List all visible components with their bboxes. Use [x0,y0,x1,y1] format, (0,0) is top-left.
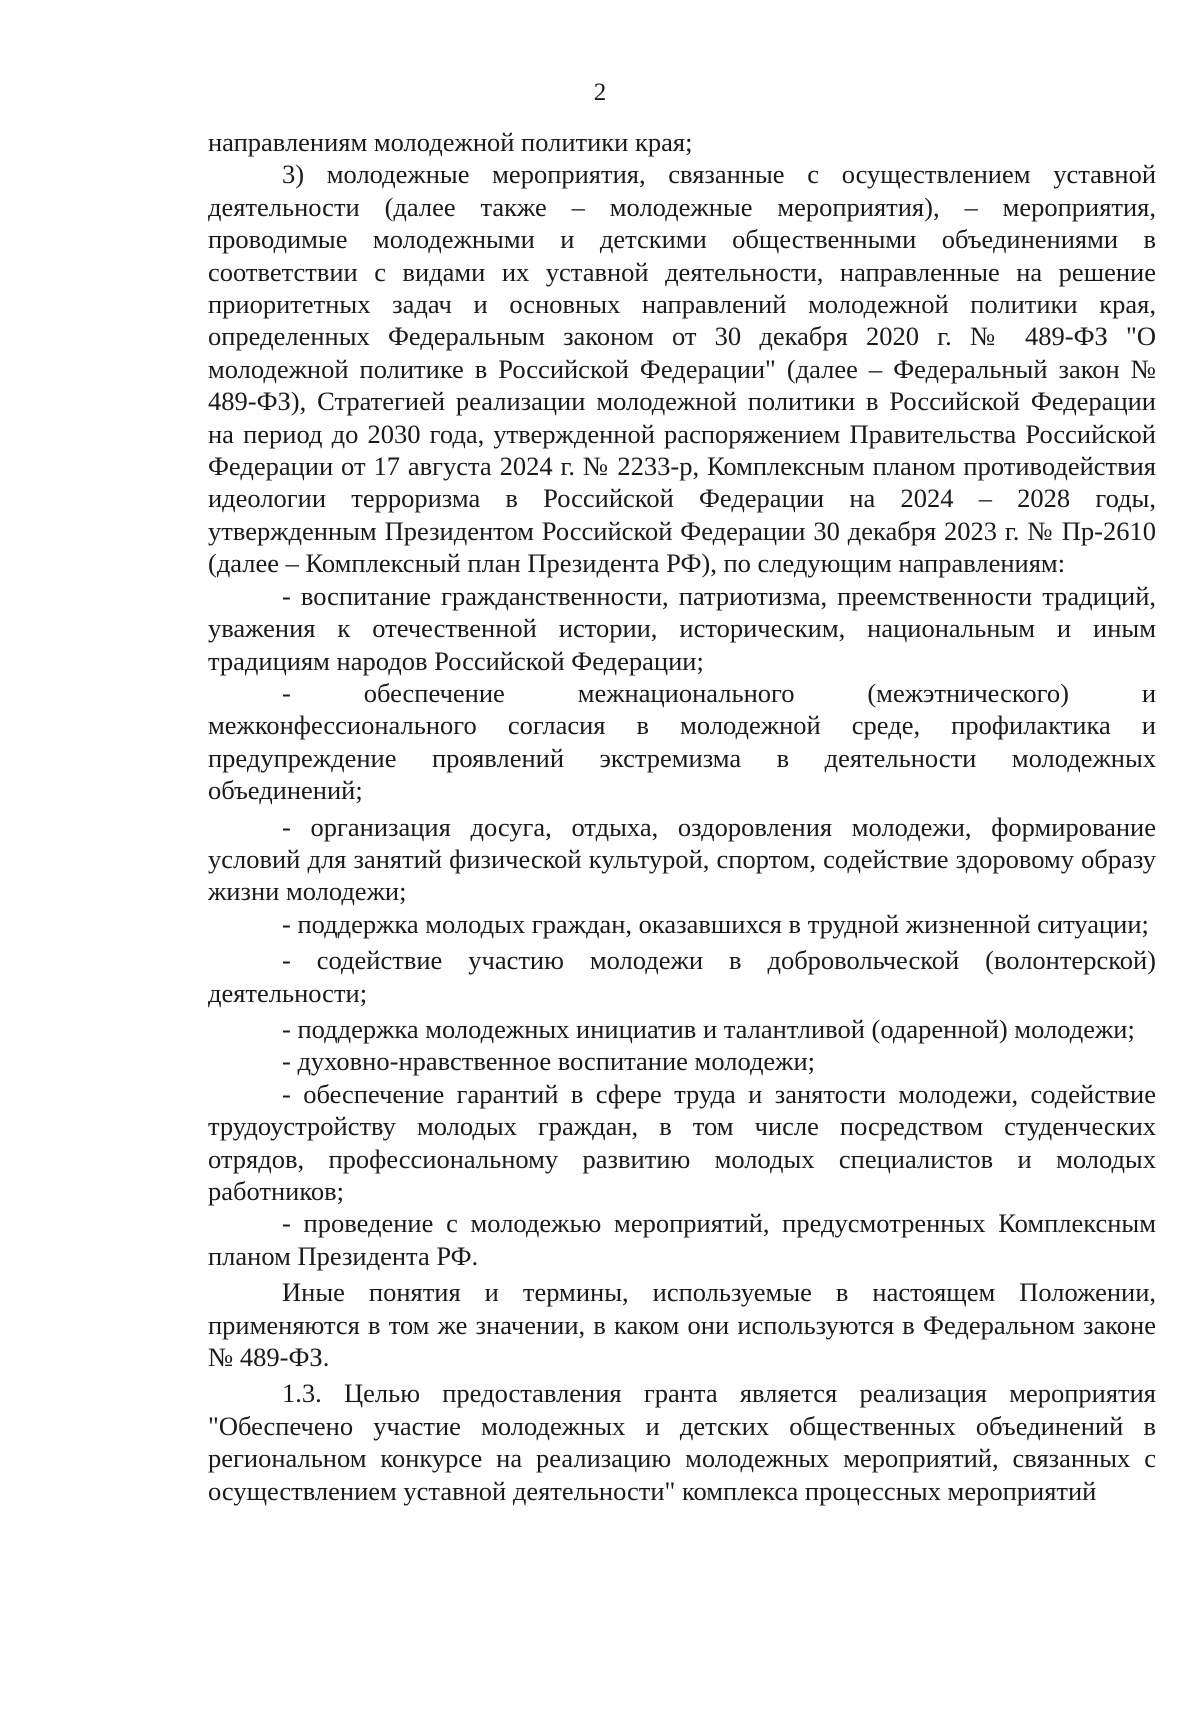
list-item-leisure-health: - организация досуга, отдыха, оздоровления молодежи, формирование условий для занятий физической культурой, спортом, содействие здоровому образу жизни молодежи; [208,811,1156,907]
list-item-youth-initiatives: - поддержка молодежных инициатив и талантливой (одаренной) молодежи; [282,1013,1135,1044]
list-item-interethnic-harmony: - обеспечение межнационального (межэтнического) и межконфессионального согласия в молодежной среде, профилактика и предупреждение проявлений экстремизма в деятельности молодежных объединений; [208,677,1156,806]
page-number: 2 [593,79,607,106]
list-item-citizenship: - воспитание гражданственности, патриотизма, преемственности традиций, уважения к отечественной истории, историческим, национальным и иным традициям народов Российской Федерации; [208,580,1156,676]
paragraph-other-terms: Иные понятия и термины, используемые в настоящем Положении, применяются в том же значении, в каком они используются в Федеральном законе № 489-ФЗ. [208,1277,1156,1373]
paragraph-definition-youth-events: 3) молодежные мероприятия, связанные с осуществлением уставной деятельности (далее также – молодежные мероприятия), – мероприятия, проводимые молодежными и детскими общественными объединениями в соответствии с видами их уставной деятельности, направленные на решение приоритетных задач и основных направлений молодежной политики края, определенных Федеральным законом от 30 декабря 2020 г. № 489-ФЗ "О молодежной политике в Российской Федерации" (далее – Федеральный закон № 489-ФЗ), Стратегией реализации молодежной политики в Российской Федерации на период до 2030 года, утвержденной распоряжением Правительства Российской Федерации от 17 августа 2024 г. № 2233-р, Комплексным планом противодействия идеологии терроризма в Российской Федерации на 2024 – 2028 годы, утвержденным Президентом Российской Федерации 30 декабря 2023 г. № Пр-2610 (далее – Комплексный план Президента РФ), по следующим направлениям: [208,159,1156,579]
paragraph-continuation: направлениям молодежной политики края; [208,127,693,157]
document-body [208,126,1156,1507]
list-item-presidential-plan-events: - проведение с молодежью мероприятий, предусмотренных Комплексным планом Президента РФ. [208,1208,1156,1271]
list-item-support-difficult-situation: - поддержка молодых граждан, оказавшихся в трудной жизненной ситуации; [282,908,1149,939]
list-item-volunteering: - содействие участию молодежи в добровольческой (волонтерской) деятельности; [208,945,1156,1008]
list-item-employment: - обеспечение гарантий в сфере труда и занятости молодежи, содействие трудоустройству молодых граждан, в том числе посредством студенческих отрядов, профессиональному развитию молодых специалистов и молодых работников; [208,1078,1156,1206]
list-item-spiritual-education: - духовно-нравственное воспитание молодежи; [282,1046,816,1077]
paragraph-grant-purpose: 1.3. Целью предоставления гранта является реализация мероприятия "Обеспечено участие молодежных и детских общественных объединений в региональном конкурсе на реализацию молодежных мероприятий, связанных с осуществлением уставной деятельности" комплекса процессных мероприятий [208,1378,1156,1506]
